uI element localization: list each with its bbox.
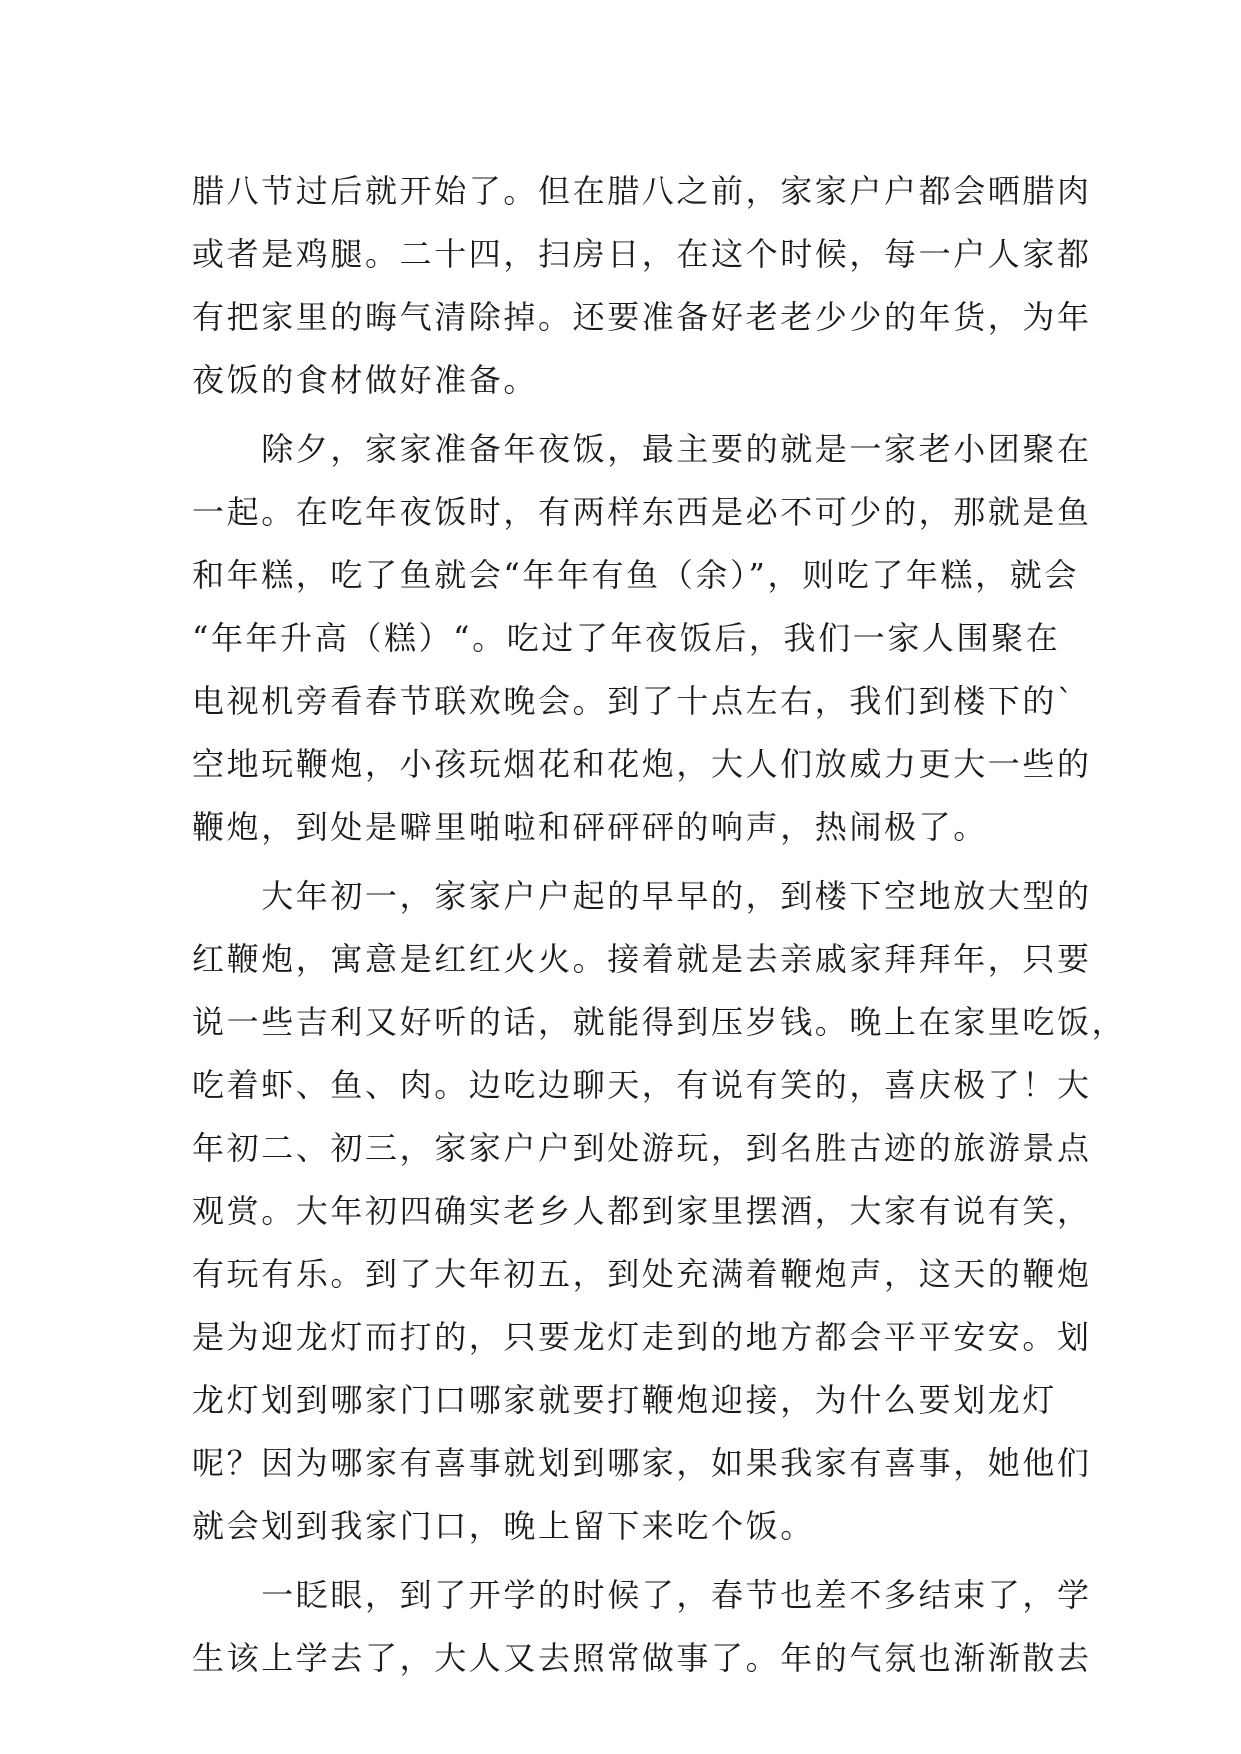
text-line: 一眨眼，到了开学的时候了，春节也差不多结束了，学 [192,1576,1092,1614]
text-line: 龙灯划到哪家门口哪家就要打鞭炮迎接，为什么要划龙灯 [192,1381,1058,1419]
text-line: 说一些吉利又好听的话，就能得到压岁钱。晚上在家里吃饭， [192,1003,1127,1041]
document-body [192,160,1127,1690]
paragraph-2 [192,418,1092,859]
text-line: 生该上学去了，大人又去照常做事了。年的气氛也渐渐散去 [192,1639,1092,1677]
text-line: 年初二、初三，家家户户到处游玩，到名胜古迹的旅游景点 [192,1129,1092,1167]
text-line: 电视机旁看春节联欢晚会。到了十点左右，我们到楼下的` [192,682,1076,720]
paragraph-3 [192,865,1127,1558]
text-line: 或者是鸡腿。二十四，扫房日，在这个时候，每一户人家都 [192,235,1092,273]
text-line: 吃着虾、鱼、肉。边吃边聊天，有说有笑的，喜庆极了！大 [192,1066,1092,1104]
text-line: “年年升高（糕）“。吃过了年夜饭后，我们一家人围聚在 [192,619,1061,657]
text-line: 红鞭炮，寓意是红红火火。接着就是去亲戚家拜拜年，只要 [192,940,1092,978]
text-line: 夜饭的食材做好准备。 [192,361,539,399]
text-line: 除夕，家家准备年夜饭，最主要的就是一家老小团聚在 [192,430,1092,468]
text-line: 呢？因为哪家有喜事就划到哪家，如果我家有喜事，她他们 [192,1444,1092,1482]
paragraph-4 [192,1564,1092,1690]
text-line: 大年初一，家家户户起的早早的，到楼下空地放大型的 [192,877,1092,915]
text-line: 腊八节过后就开始了。但在腊八之前，家家户户都会晒腊肉 [192,172,1092,210]
text-line: 有玩有乐。到了大年初五，到处充满着鞭炮声，这天的鞭炮 [192,1255,1092,1293]
text-line: 一起。在吃年夜饭时，有两样东西是必不可少的，那就是鱼 [192,493,1092,531]
text-line: 就会划到我家门口，晚上留下来吃个饭。 [192,1507,815,1545]
text-line: 观赏。大年初四确实老乡人都到家里摆酒，大家有说有笑， [192,1192,1092,1230]
paragraph-1 [192,160,1092,412]
text-line: 空地玩鞭炮，小孩玩烟花和花炮，大人们放威力更大一些的 [192,745,1092,783]
text-line: 和年糕，吃了鱼就会“年年有鱼（余）”，则吃了年糕，就会 [192,556,1079,594]
text-line: 鞭炮，到处是噼里啪啦和砰砰砰的响声，热闹极了。 [192,808,988,846]
text-line: 有把家里的晦气清除掉。还要准备好老老少少的年货，为年 [192,298,1092,336]
text-line: 是为迎龙灯而打的，只要龙灯走到的地方都会平平安安。划 [192,1318,1092,1356]
